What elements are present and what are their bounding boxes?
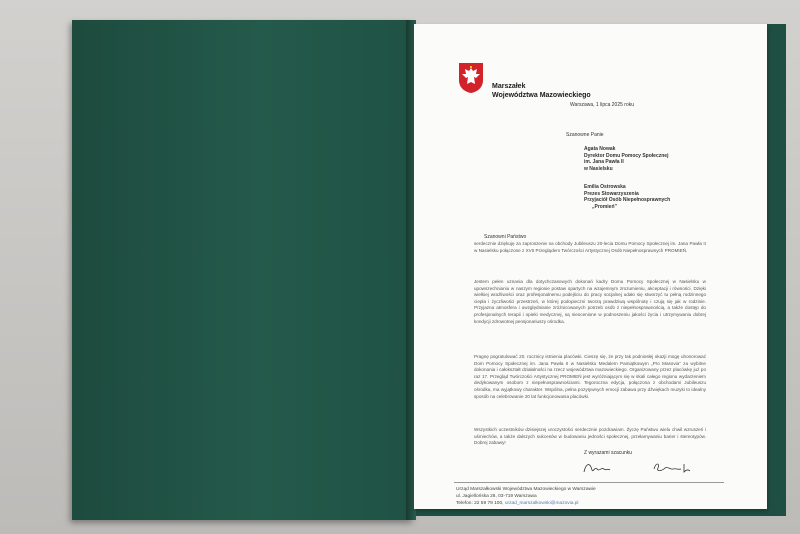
folder-left-cover xyxy=(72,20,414,520)
footer-phone: Telefon: 22 59 79 100, xyxy=(456,501,504,506)
footer-address: ul. Jagiellońska 26, 03-719 Warszawa xyxy=(456,494,537,499)
letter-paragraph-1: serdecznie dziękuję za zaproszenie na obchody Jubileuszu 20-lecia Domu Pomocy Społecznej im. Jana Pawła II w Nasielsku połączone z XVII Przeglądem Twórczości Artystycznej Osób Niepełnosprawnych PROMIEŃ. xyxy=(474,241,706,253)
recipient-1-line3: im. Jana Pawła II xyxy=(584,159,624,165)
letter-page xyxy=(414,24,767,509)
letter-greeting: Szanowni Państwo xyxy=(484,234,527,240)
closing-phrase: Z wyrazami szacunku xyxy=(584,450,633,456)
letter-footer xyxy=(456,486,596,507)
letterhead-title-line1: Marszałek xyxy=(492,83,526,90)
salutation: Szanowne Panie xyxy=(566,132,604,138)
footer-email: urzad_marszalkowski@mazovia.pl xyxy=(504,501,579,506)
footer-office: Urząd Marszałkowski Województwa Mazowieckiego w Warszawie xyxy=(456,487,596,492)
recipient-1-line4: w Nasielsku xyxy=(584,165,613,172)
recipient-1-name: Agata Nowak xyxy=(584,146,616,152)
recipient-1-role: Dyrektor Domu Pomocy Społecznej xyxy=(584,152,669,159)
footer-divider xyxy=(454,482,724,483)
letterhead-title xyxy=(492,82,591,100)
letter-paragraph-2: Jestem pełen uznania dla dotychczasowych dokonań kadry Domu Pomocy Społecznej w Nasielsku w upowszechnianiu w naszym regionie postaw opartych na wzajemnym zrozumieniu, akceptacji i równości. Dzięki wielkiej wrażliwości oraz profesjonalnemu podejściu do pracy socjalnej udało się stworzyć tu pełną rodzinnego ciepła i życzliwości przestrzeń, w której podopieczni tworzą prawdziwą wspólnotę i czują się jak w rodzinie. Przyjazna atmosfera i uwzględnianie zróżnicowanych potrzeb osób z niepełnosprawnością, a także dostęp do profesjonalnych terapii i opieki medycznej, są nieocenione w podnoszeniu jakości życia i utrzymywaniu dobrej kondycji zdrowotnej pensjonariuszy ośrodka. xyxy=(474,279,706,324)
footer-contact xyxy=(456,500,596,507)
recipient-2-role: Prezes Stowarzyszenia xyxy=(584,190,639,197)
handwritten-signature xyxy=(580,460,710,476)
letter-date: Warszawa, 1 lipca 2025 roku xyxy=(570,102,635,108)
recipient-2-line4: „Promień” xyxy=(592,203,618,210)
recipient-2-name: Emilia Ostrowska xyxy=(584,184,626,190)
letter-paragraph-4: Wszystkich uczestników dzisiejszej uroczystości serdecznie pozdrawiam. Życzę Państwu wielu chwil wzruszeń i uśmiechów, a także dalszych sukcesów w budowaniu jedności społecznej, przełamywaniu barier i stereotypów. Dobrej zabawy! xyxy=(474,427,706,446)
eagle-crest-icon xyxy=(458,62,484,94)
recipient-2-line3: Przyjaciół Osób Niepełnosprawnych xyxy=(584,197,671,203)
letter-paragraph-3: Pragnę pogratulować 20. rocznicy istnienia placówki. Cieszę się, że przy tak podniosłej okazji mogę uhonorować Dom Pomocy Społecznej im. Jana Pawła II w Nasielsku Medalem Pamiątkowym „Pro Masovia” za wybitne dokonania i całokształt działalności na rzecz województwa mazowieckiego. Organizowany przez placówkę już po raz 17. Przegląd Twórczości Artystycznej PROMIEŃ jest wyróżniającym się w skali całego regionu wydarzeniem dedykowanym osobom z niepełnosprawnościami. Tegoroczna edycja, połączona z obchodami Jubileuszu ośrodka, ma wyjątkowy charakter. Wspólna, pełna pozytywnych emocji zabawa przy dźwiękach muzyki to idealny sposób na celebrowanie 20 lat funkcjonowania placówki. xyxy=(474,354,706,399)
letterhead-title-line2: Województwa Mazowieckiego xyxy=(492,92,591,99)
